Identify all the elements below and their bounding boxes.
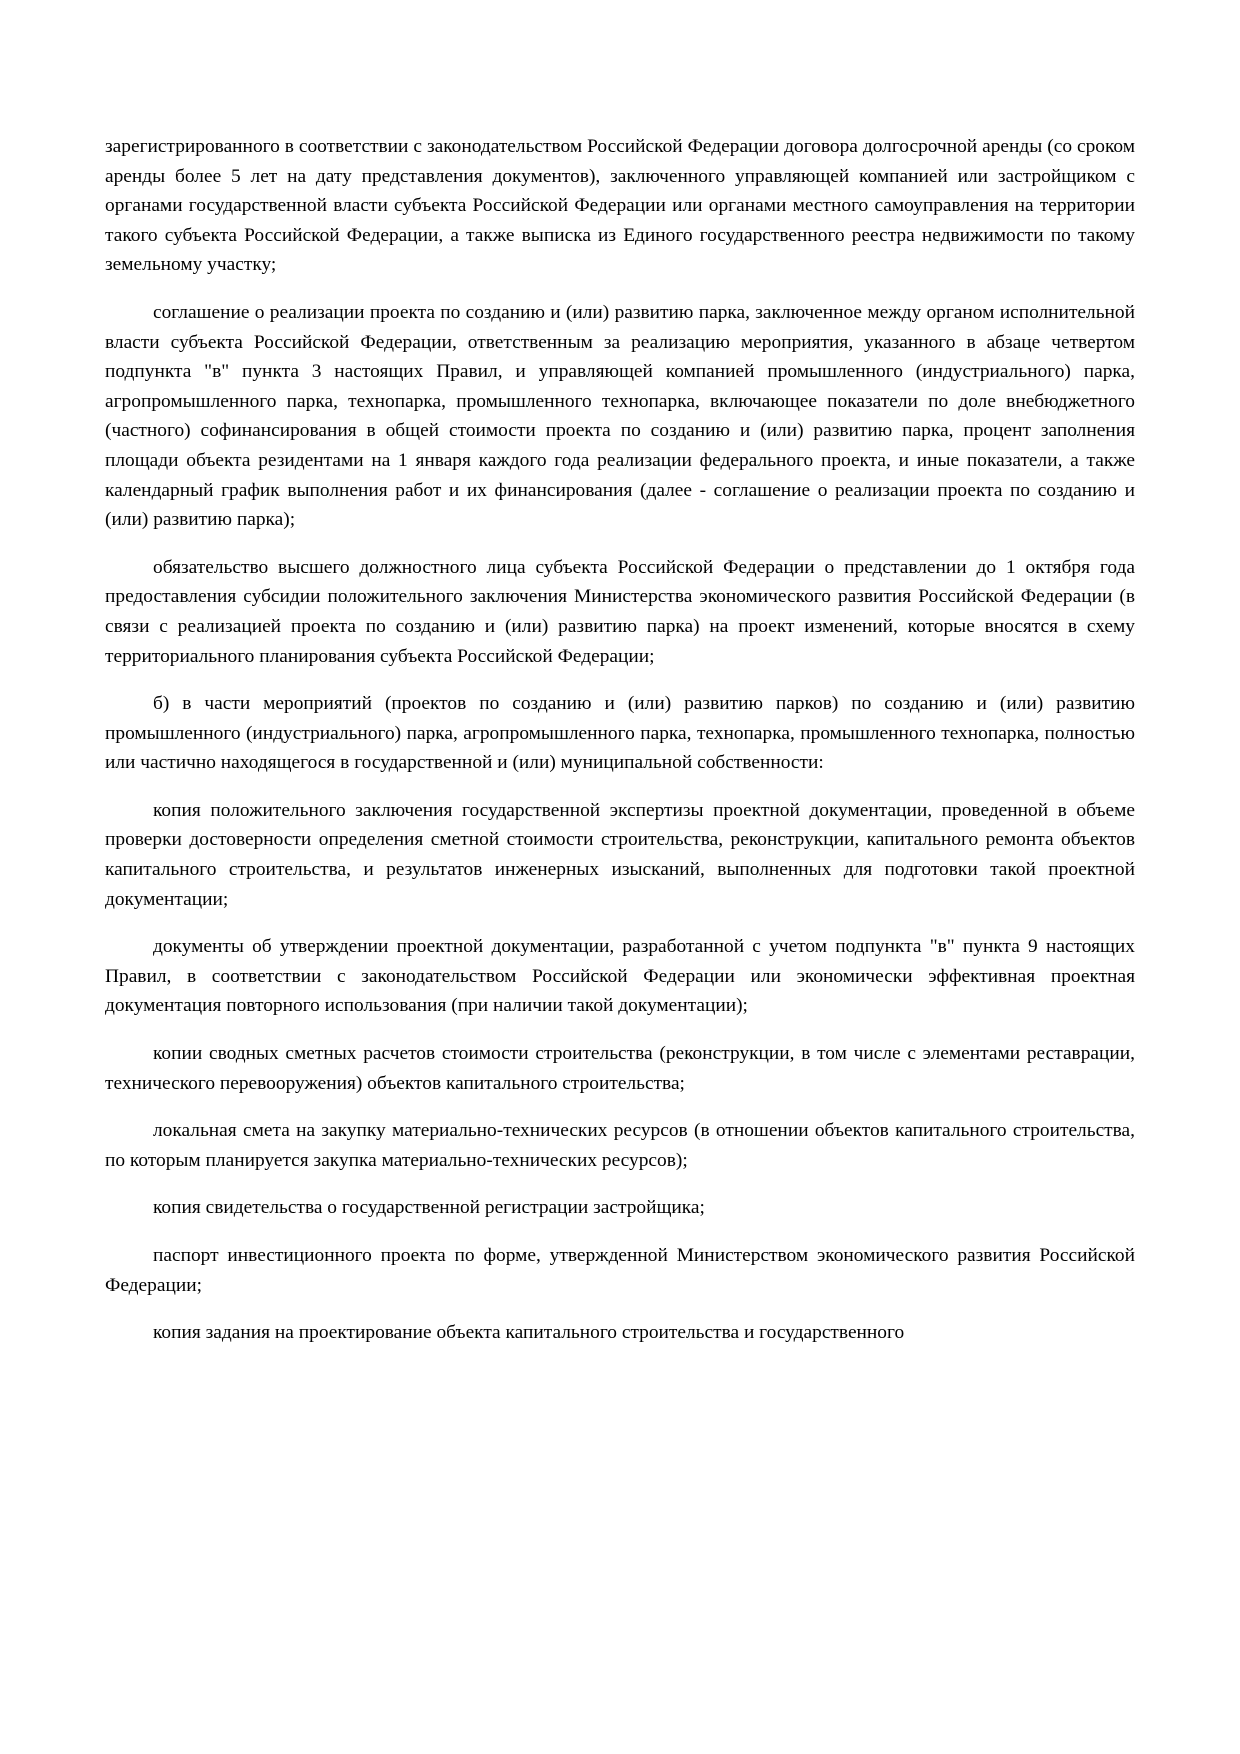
paragraph-subclause-b: б) в части мероприятий (проектов по созданию и (или) развитию парков) по созданию и (или) развитию промышленного (индустриального) парка, агропромышленного парка, технопарка, промышленного технопарка, полностью или частично находящегося в государственной и (или) муниципальной собственности: [105,693,1135,774]
paragraph-official-obligation: обязательство высшего должностного лица субъекта Российской Федерации о представлении до 1 октября года предоставления субсидии положительного заключения Министерства экономического развития Российской Федерации (в связи с реализацией проекта по созданию и (или) развитию парка) на проект изменений, которые вносятся в схему территориального планирования субъекта Российской Федерации; [105,556,1135,667]
paragraph-state-expertise-copy: копия положительного заключения государственной экспертизы проектной документации, проведенной в объеме проверки достоверности определения сметной стоимости строительства, реконструкции, капитального ремонта объектов капитального строительства, и результатов инженерных изысканий, выполненных для подготовки такой проектной документации; [105,799,1135,910]
paragraph-design-assignment-copy: копия задания на проектирование объекта капитального строительства и государственного [153,1322,905,1344]
paragraph-local-estimate: локальная смета на закупку материально-технических ресурсов (в отношении объектов капитального строительства, по которым планируется закупка материально-технических ресурсов); [105,1120,1135,1171]
paragraph-developer-registration: копия свидетельства о государственной регистрации застройщика; [153,1197,705,1219]
paragraph-registered-lease: зарегистрированного в соответствии с законодательством Российской Федерации договора долгосрочной аренды (со сроком аренды более 5 лет на дату представления документов), заключенного управляющей компанией или застройщиком с органами государственной власти субъекта Российской Федерации или органами местного самоуправления на территории такого субъекта Российской Федерации, а также выписка из Единого государственного реестра недвижимости по такому земельному участку; [105,136,1135,276]
paragraph-project-agreement: соглашение о реализации проекта по созданию и (или) развитию парка, заключенное между органом исполнительной власти субъекта Российской Федерации, ответственным за реализацию мероприятия, указанного в абзаце четвертом подпункта "в" пункта 3 настоящих Правил, и управляющей компанией промышленного (индустриального) парка, агропромышленного парка, технопарка, промышленного технопарка, включающее показатели по доле внебюджетного (частного) софинансирования в общей стоимости проекта по созданию и (или) развитию парка, процент заполнения площади объекта резидентами на 1 января каждого года реализации федерального проекта, и иные показатели, а также календарный график выполнения работ и их финансирования (далее - соглашение о реализации проекта по созданию и (или) развитию парка); [105,301,1135,531]
document-text-body [105,132,1135,1348]
paragraph-approval-documents: документы об утверждении проектной документации, разработанной с учетом подпункта "в" пункта 9 настоящих Правил, в соответствии с законодательством Российской Федерации или экономически эффективная проектная документация повторного использования (при наличии такой документации); [105,936,1135,1017]
paragraph-summary-estimates: копии сводных сметных расчетов стоимости строительства (реконструкции, в том числе с элементами реставрации, технического перевооружения) объектов капитального строительства; [105,1043,1135,1094]
paragraph-investment-passport: паспорт инвестиционного проекта по форме, утвержденной Министерством экономического развития Российской Федерации; [105,1245,1135,1296]
